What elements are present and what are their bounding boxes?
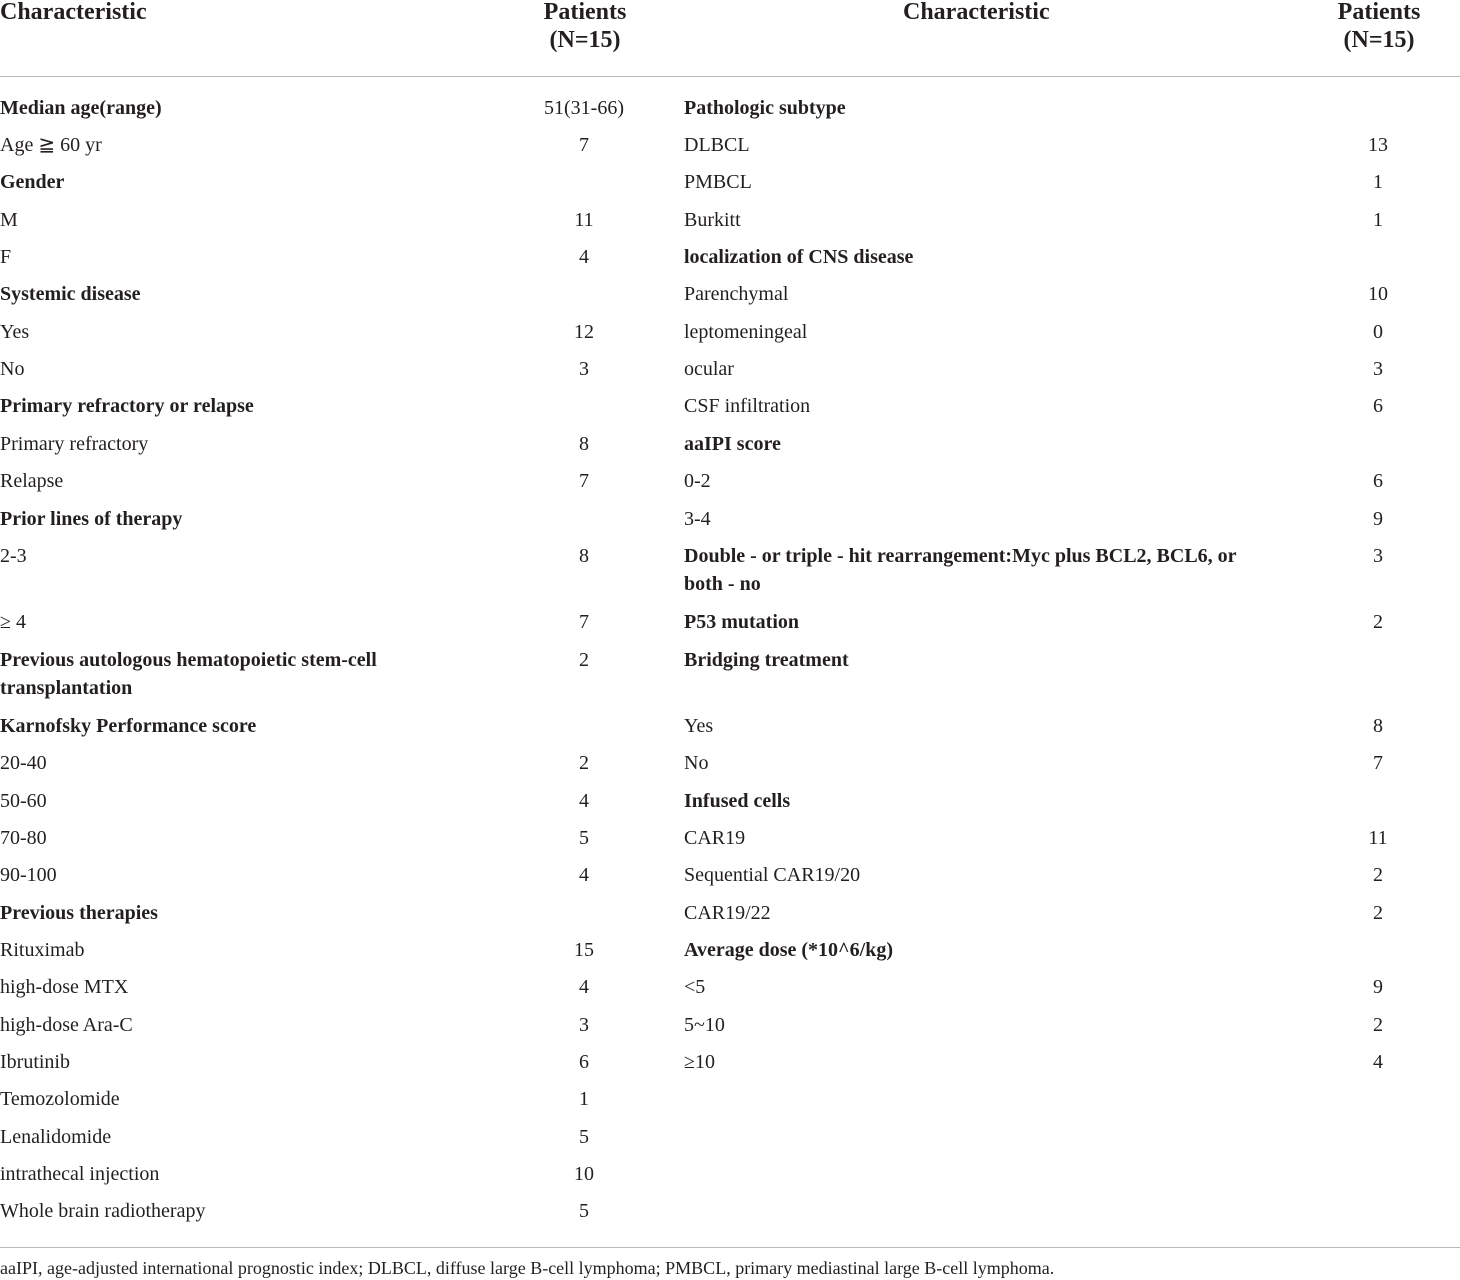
row-label: Parenchymal bbox=[684, 283, 789, 305]
row-value: 6 bbox=[1373, 470, 1383, 492]
row-label: Whole brain radiotherapy bbox=[0, 1200, 206, 1222]
row-label: CSF infiltration bbox=[684, 395, 811, 417]
row-value: 5 bbox=[579, 1200, 589, 1222]
row-value: 2 bbox=[1373, 864, 1383, 886]
row-label: Previous autologous hematopoietic stem-cell transplantation bbox=[0, 649, 377, 699]
row-value: 15 bbox=[574, 939, 594, 961]
row-label: CAR19 bbox=[684, 827, 746, 849]
col-header-patients-line1: Patients bbox=[1337, 0, 1421, 25]
row-label: Age ≧ 60 yr bbox=[0, 134, 102, 156]
row-label: Burkitt bbox=[684, 209, 741, 231]
col-header-characteristic-left: Characteristic bbox=[0, 0, 147, 25]
row-value: 9 bbox=[1373, 508, 1383, 530]
row-label: high-dose Ara-C bbox=[0, 1014, 133, 1036]
row-label: CAR19/22 bbox=[684, 902, 771, 924]
row-label: Systemic disease bbox=[0, 283, 141, 305]
row-value: 3 bbox=[1373, 545, 1383, 567]
row-label: 70-80 bbox=[0, 827, 47, 849]
row-value: 5 bbox=[579, 1126, 589, 1148]
row-label: aaIPI score bbox=[684, 433, 781, 455]
row-label: Yes bbox=[0, 321, 30, 343]
row-label: ocular bbox=[684, 358, 734, 380]
row-value: 1 bbox=[1373, 171, 1383, 193]
col-header-patients-line2: (N=15) bbox=[549, 27, 621, 53]
row-label: intrathecal injection bbox=[0, 1163, 160, 1185]
row-value: 11 bbox=[1368, 827, 1388, 849]
row-value: 2 bbox=[1373, 611, 1383, 633]
row-label: Gender bbox=[0, 171, 65, 193]
row-value: 7 bbox=[1373, 752, 1383, 774]
row-label: Karnofsky Performance score bbox=[0, 715, 257, 737]
row-value: 4 bbox=[579, 976, 589, 998]
row-label: 2-3 bbox=[0, 545, 27, 567]
footer-rule bbox=[0, 1247, 1460, 1248]
table-header bbox=[0, 0, 1460, 76]
row-label: 5~10 bbox=[684, 1014, 725, 1036]
row-label: Previous therapies bbox=[0, 902, 158, 924]
row-label: 3-4 bbox=[684, 508, 711, 530]
row-label: Infused cells bbox=[684, 790, 791, 812]
row-label: 20-40 bbox=[0, 752, 47, 774]
row-label: Ibrutinib bbox=[0, 1051, 70, 1073]
row-value: 3 bbox=[1373, 358, 1383, 380]
row-value: 7 bbox=[579, 611, 589, 633]
row-label: localization of CNS disease bbox=[684, 246, 914, 268]
table-footnote: aaIPI, age-adjusted international prognostic index; DLBCL, diffuse large B-cell lymphoma; PMBCL, primary mediastinal large B-cell lymphoma. bbox=[0, 1258, 1055, 1278]
row-value: 0 bbox=[1373, 321, 1383, 343]
row-value: 5 bbox=[579, 827, 589, 849]
row-value: 2 bbox=[579, 649, 589, 671]
row-label: ≥10 bbox=[684, 1051, 715, 1073]
row-value: 8 bbox=[579, 545, 589, 567]
row-label: Primary refractory bbox=[0, 433, 149, 455]
row-value: 4 bbox=[579, 246, 589, 268]
row-value: 2 bbox=[1373, 902, 1383, 924]
row-label: 90-100 bbox=[0, 864, 57, 886]
row-label: Primary refractory or relapse bbox=[0, 395, 254, 417]
col-header-characteristic-right: Characteristic bbox=[903, 0, 1050, 25]
row-value: 2 bbox=[579, 752, 589, 774]
col-header-patients-line2: (N=15) bbox=[1343, 27, 1415, 53]
row-label: leptomeningeal bbox=[684, 321, 808, 343]
row-value: 1 bbox=[579, 1088, 589, 1110]
row-value: 8 bbox=[1373, 715, 1383, 737]
row-value: 51(31-66) bbox=[544, 97, 624, 119]
row-value: 11 bbox=[574, 209, 594, 231]
row-label: P53 mutation bbox=[684, 611, 799, 633]
row-value: 8 bbox=[579, 433, 589, 455]
row-label: Bridging treatment bbox=[684, 649, 849, 671]
row-label: 50-60 bbox=[0, 790, 47, 812]
row-value: 10 bbox=[1368, 283, 1388, 305]
row-value: 3 bbox=[579, 1014, 589, 1036]
row-label: No bbox=[684, 752, 709, 774]
row-label: Yes bbox=[684, 715, 714, 737]
row-value: 12 bbox=[574, 321, 594, 343]
row-label: DLBCL bbox=[684, 134, 750, 156]
row-value: 10 bbox=[574, 1163, 594, 1185]
row-label: Temozolomide bbox=[0, 1088, 120, 1110]
col-header-patients-right bbox=[1299, 0, 1459, 54]
row-label: Sequential CAR19/20 bbox=[684, 864, 861, 886]
row-value: 1 bbox=[1373, 209, 1383, 231]
row-label: <5 bbox=[684, 976, 706, 998]
row-label: F bbox=[0, 246, 12, 268]
row-label: Relapse bbox=[0, 470, 64, 492]
row-label: PMBCL bbox=[684, 171, 752, 193]
header-rule bbox=[0, 76, 1460, 77]
row-label: No bbox=[0, 358, 25, 380]
row-label: Double - or triple - hit rearrangement:Myc plus BCL2, BCL6, or both - no bbox=[684, 545, 1237, 595]
row-label: Pathologic subtype bbox=[684, 97, 846, 119]
row-value: 3 bbox=[579, 358, 589, 380]
row-label: ≥ 4 bbox=[0, 611, 26, 633]
row-value: 9 bbox=[1373, 976, 1383, 998]
row-label: high-dose MTX bbox=[0, 976, 129, 998]
row-label: Prior lines of therapy bbox=[0, 508, 183, 530]
row-value: 4 bbox=[1373, 1051, 1383, 1073]
row-value: 4 bbox=[579, 864, 589, 886]
row-value: 2 bbox=[1373, 1014, 1383, 1036]
row-label: Rituximab bbox=[0, 939, 85, 961]
row-value: 4 bbox=[579, 790, 589, 812]
row-value: 7 bbox=[579, 134, 589, 156]
row-label: Average dose (*10^6/kg) bbox=[684, 939, 893, 961]
col-header-patients-line1: Patients bbox=[543, 0, 627, 25]
row-value: 6 bbox=[579, 1051, 589, 1073]
row-label: Lenalidomide bbox=[0, 1126, 112, 1148]
col-header-patients-left bbox=[505, 0, 665, 54]
row-label: Median age(range) bbox=[0, 97, 162, 119]
row-label: M bbox=[0, 209, 18, 231]
row-value: 13 bbox=[1368, 134, 1388, 156]
row-value: 7 bbox=[579, 470, 589, 492]
row-value: 6 bbox=[1373, 395, 1383, 417]
row-label: 0-2 bbox=[684, 470, 711, 492]
